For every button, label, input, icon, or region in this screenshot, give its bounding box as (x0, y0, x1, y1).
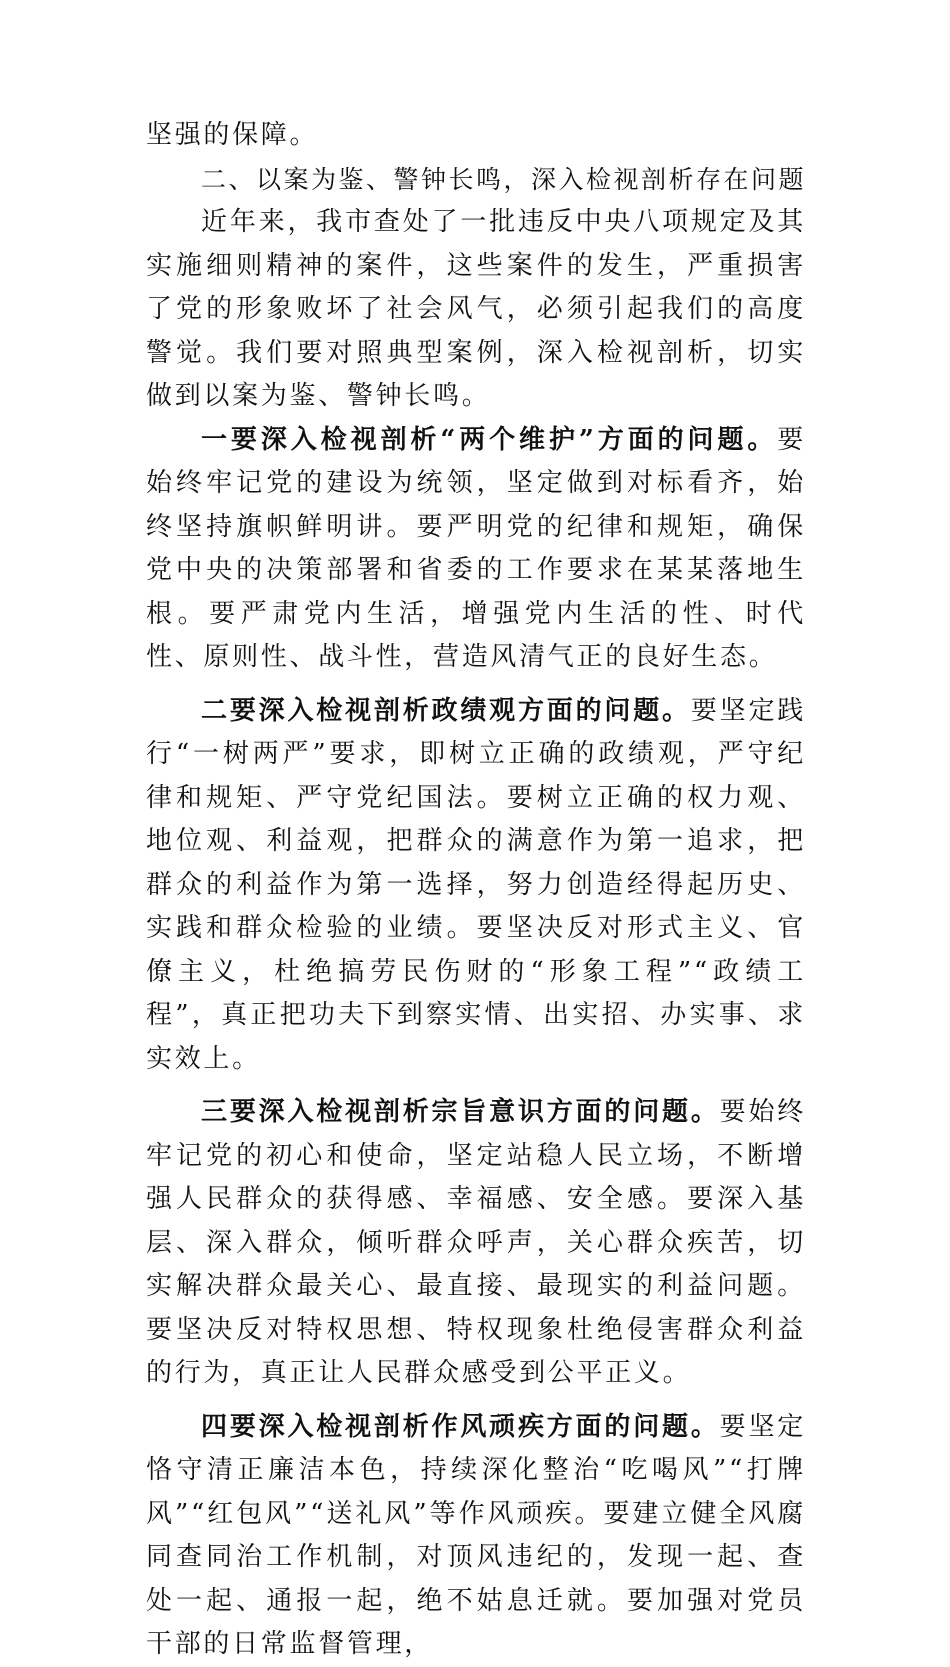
point-4-lead: 四要深入检视剖析作风顽疾方面的问题。 (201, 1411, 720, 1442)
point-2-lead: 二要深入检视剖析政绩观方面的问题。 (201, 695, 691, 726)
point-1-lead: 一要深入检视剖析“两个维护”方面的问题。 (201, 424, 778, 455)
paragraph-point-1 (146, 419, 806, 680)
paragraph-continuation: 坚强的保障。 (146, 120, 319, 150)
paragraph-point-2 (146, 690, 806, 1082)
point-3-body: 要始终牢记党的初心和使命，坚定站稳人民立场，不断增强人民群众的获得感、幸福感、安全感。要深入基层、深入群众，倾听群众呼声，关心群众疾苦，切实解决群众最关心、最直接、最现实的利益问题。要坚决反对特权思想、特权现象杜绝侵害群众利益的行为，真正让人民群众感受到公平正义。 (146, 1097, 806, 1388)
paragraph-point-4 (146, 1406, 806, 1667)
section-heading: 二、以案为鉴、警钟长鸣，深入检视剖析存在问题 (201, 164, 807, 194)
point-4-body: 要坚定恪守清正廉洁本色，持续深化整治“吃喝风”“打牌风”“红包风”“送礼风”等作风顽疾。要建立健全风腐同查同治工作机制，对顶风违纪的，发现一起、查处一起、通报一起，绝不姑息迁就。要加强对党员干部的日常监督管理， (146, 1411, 806, 1659)
point-1-body: 要始终牢记党的建设为统领，坚定做到对标看齐，始终坚持旗帜鲜明讲。要严明党的纪律和规矩，确保党中央的决策部署和省委的工作要求在某某落地生根。要严肃党内生活，增强党内生活的性、时代性、原则性、战斗性，营造风清气正的良好生态。 (146, 424, 806, 672)
document-body (146, 114, 806, 1667)
paragraph-intro: 近年来，我市查处了一批违反中央八项规定及其实施细则精神的案件，这些案件的发生，严重损害了党的形象败坏了社会风气，必须引起我们的高度警觉。我们要对照典型案例，深入检视剖析，切实做到以案为鉴、警钟长鸣。 (146, 207, 806, 411)
paragraph-point-3 (146, 1091, 806, 1396)
point-2-body: 要坚定践行“一树两严”要求，即树立正确的政绩观，严守纪律和规矩、严守党纪国法。要树立正确的权力观、地位观、利益观，把群众的满意作为第一追求，把群众的利益作为第一选择，努力创造经得起历史、实践和群众检验的业绩。要坚决反对形式主义、官僚主义，杜绝搞劳民伤财的“形象工程”“政绩工程”，真正把功夫下到察实情、出实招、办实事、求实效上。 (146, 695, 806, 1074)
point-3-lead: 三要深入检视剖析宗旨意识方面的问题。 (201, 1097, 720, 1127)
